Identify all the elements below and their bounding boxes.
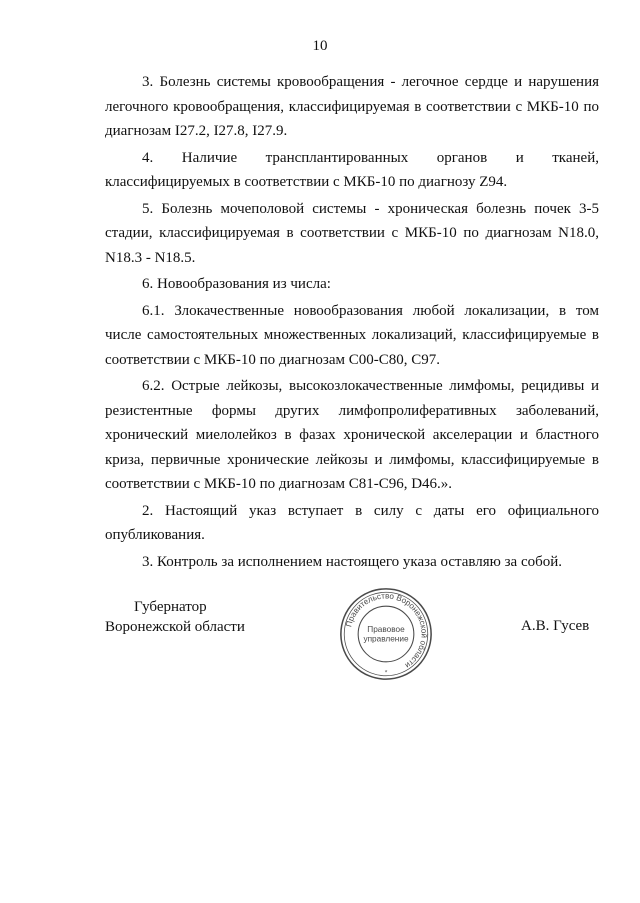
stamp-center-line2: управление <box>363 634 409 644</box>
signatory-title-line1: Губернатор <box>134 599 207 615</box>
paragraph-kidney: 5. Болезнь мочеполовой системы - хроническая болезнь почек 3-5 стадии, классифицируемая в соответствии с МКБ-10 по диагнозам N18.0, N18.3 - N18.5. <box>105 200 599 266</box>
official-stamp <box>338 586 434 682</box>
signatory-title-line2: Воронежской области <box>105 619 245 635</box>
paragraph-neoplasms-heading: 6. Новообразования из числа: <box>142 276 331 292</box>
paragraph-control: 3. Контроль за исполнением настоящего указа оставляю за собой. <box>142 553 563 570</box>
signature-block <box>0 597 640 717</box>
stamp-ring-text: Правительство Воронежской области <box>344 591 429 671</box>
paragraph-transplant: 4. Наличие трансплантированных органов и тканей, классифицируемых в соответствии с МКБ-10 по диагнозу Z94. <box>105 149 599 190</box>
paragraph-effective-date: 2. Настоящий указ вступает в силу с даты его официального опубликования. <box>105 502 599 543</box>
page-number: 10 <box>312 38 328 54</box>
paragraph-leukemia: 6.2. Острые лейкозы, высокозлокачественные лимфомы, рецидивы и резистентные формы других лимфопролиферативных заболеваний, хронический миелолейкоз в фазах хронической акселерации и бластного криза, первичные хронические лейкозы и лимфомы, классифицируемые в соответствии с МКБ-10 по диагнозам C81-C96, D46.». <box>105 378 599 492</box>
paragraph-malignant: 6.1. Злокачественные новообразования любой локализации, в том числе самостоятельных множественных локализаций, классифицируемые в соответствии с МКБ-10 по диагнозам C00-C80, C97. <box>105 302 599 368</box>
stamp-center-line1: Правовое <box>367 625 405 635</box>
document-body <box>105 70 599 576</box>
paragraph-circulatory: 3. Болезнь системы кровообращения - легочное сердце и нарушения легочного кровообращения, классифицируемая в соответствии с МКБ-10 по диагнозам I27.2, I27.8, I27.9. <box>105 74 599 139</box>
stamp-star-icon: * <box>384 669 388 677</box>
signatory-name: А.В. Гусев <box>521 618 590 634</box>
